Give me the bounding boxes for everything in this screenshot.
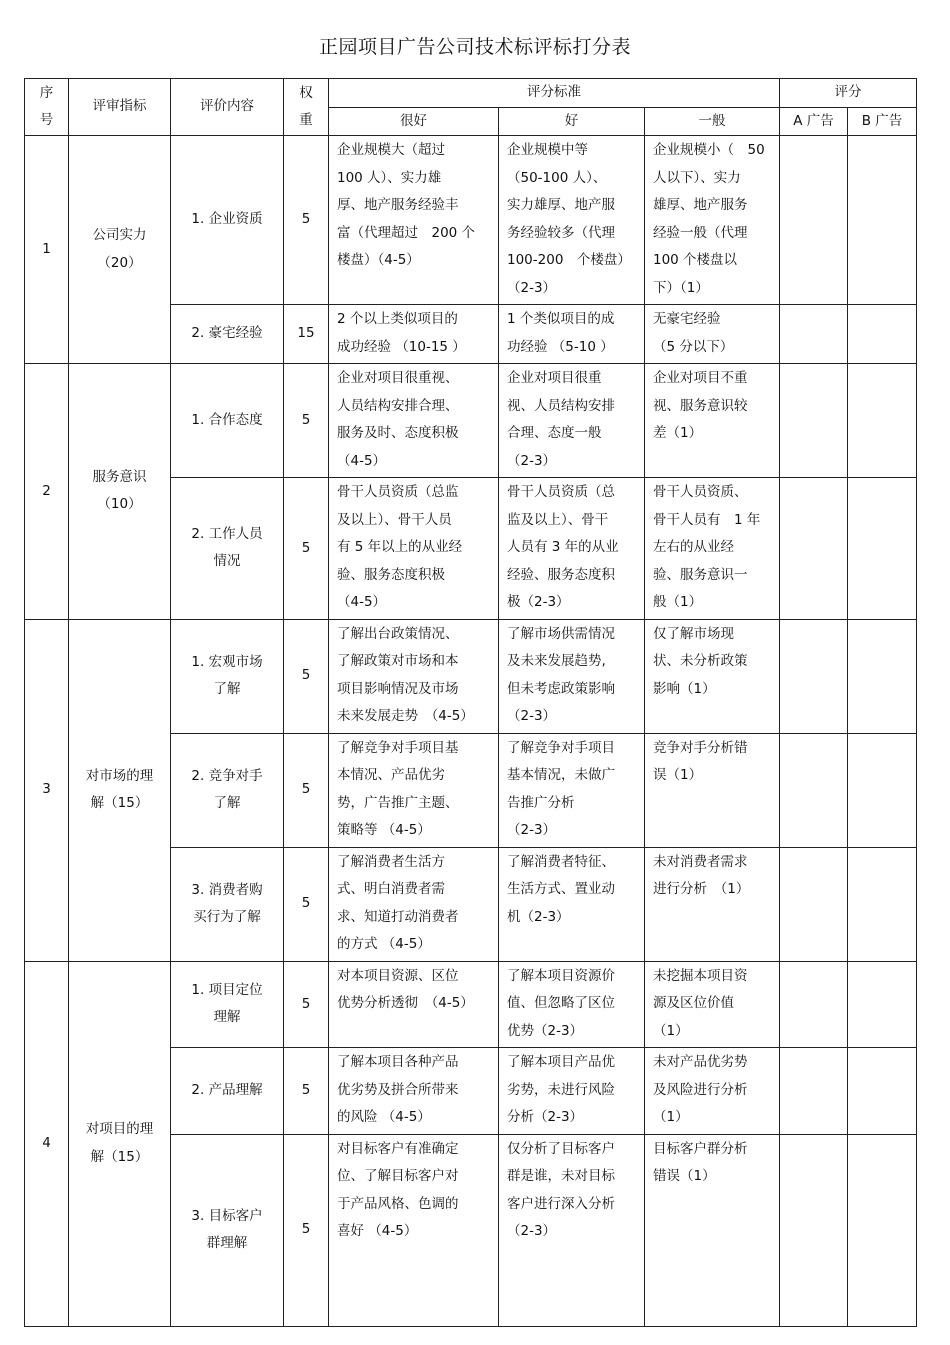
criteria-very-good: 对本项目资源、区位 优势分析透彻 （4-5） (329, 961, 499, 1048)
criteria-very-good: 企业规模大（超过 100 人）、实力雄 厚、地产服务经验丰 富（代理超过 200 个 楼盘）（4-5） (329, 136, 499, 305)
criteria-very-good: 了解竞争对手项目基 本情况、产品优劣 势，广告推广主题、 策略等 （4-5） (329, 733, 499, 847)
criteria-average: 竞争对手分析错 误（1） (645, 733, 780, 847)
criteria-very-good: 对目标客户有准确定 位、了解目标客户对 于产品风格、色调的 喜好 （4-5） (329, 1134, 499, 1326)
weight-cell: 5 (284, 847, 329, 961)
content-cell: 1. 合作态度 (171, 364, 284, 478)
criteria-average: 未挖掘本项目资 源及区位价值 （1） (645, 961, 780, 1048)
score-a-cell (780, 733, 848, 847)
header-indicator: 评审指标 (69, 79, 171, 136)
score-a-cell (780, 847, 848, 961)
header-average: 一般 (645, 107, 780, 136)
content-cell: 1. 项目定位 理解 (171, 961, 284, 1048)
criteria-good: 了解消费者特征、 生活方式、置业动 机（2-3） (499, 847, 645, 961)
indicator-cell: 对项目的理 解（15） (69, 961, 171, 1326)
page-title: 正园项目广告公司技术标评标打分表 (318, 36, 631, 58)
weight-cell: 5 (284, 961, 329, 1048)
indicator-cell: 公司实力 （20） (69, 136, 171, 364)
criteria-very-good: 骨干人员资质（总监 及以上）、骨干人员 有 5 年以上的从业经 验、服务态度积极 （4-5） (329, 478, 499, 620)
criteria-average: 企业规模小（ 50 人以下）、实力 雄厚、地产服务 经验一般（代理 100 个楼盘以 下）（1） (645, 136, 780, 305)
criteria-average: 目标客户群分析 错误（1） (645, 1134, 780, 1326)
seq-cell: 4 (25, 961, 69, 1326)
weight-cell: 5 (284, 1134, 329, 1326)
header-score: 评分 (780, 79, 917, 108)
criteria-very-good: 2 个以上类似项目的 成功经验 （10-15 ） (329, 305, 499, 364)
criteria-good: 企业对项目很重 视、人员结构安排 合理、态度一般 （2-3） (499, 364, 645, 478)
seq-cell: 2 (25, 364, 69, 620)
criteria-average: 企业对项目不重 视、服务意识较 差（1） (645, 364, 780, 478)
score-b-cell (848, 305, 917, 364)
score-a-cell (780, 478, 848, 620)
content-cell: 2. 豪宅经验 (171, 305, 284, 364)
score-a-cell (780, 1134, 848, 1326)
seq-cell: 1 (25, 136, 69, 364)
score-b-cell (848, 619, 917, 733)
table-row (25, 961, 917, 1048)
score-a-cell (780, 1048, 848, 1135)
header-standard: 评分标准 (329, 79, 780, 108)
criteria-very-good: 了解消费者生活方 式、明白消费者需 求、知道打动消费者 的方式 （4-5） (329, 847, 499, 961)
criteria-average: 未对消费者需求 进行分析 （1） (645, 847, 780, 961)
criteria-average: 仅了解市场现 状、未分析政策 影响（1） (645, 619, 780, 733)
header-very-good: 很好 (329, 107, 499, 136)
weight-cell: 5 (284, 364, 329, 478)
criteria-good: 了解本项目资源价 值、但忽略了区位 优势（2-3） (499, 961, 645, 1048)
scoring-table (24, 78, 917, 1327)
criteria-average: 无豪宅经验 （5 分以下） (645, 305, 780, 364)
content-cell: 2. 竞争对手 了解 (171, 733, 284, 847)
score-b-cell (848, 847, 917, 961)
header-a-ad: A 广告 (780, 107, 848, 136)
header-row-1 (25, 79, 917, 108)
criteria-good: 了解竞争对手项目 基本情况，未做广 告推广分析 （2-3） (499, 733, 645, 847)
header-b-ad: B 广告 (848, 107, 917, 136)
table-row (25, 136, 917, 305)
score-b-cell (848, 733, 917, 847)
table-row (25, 619, 917, 733)
header-seq: 序 号 (25, 79, 69, 136)
header-content: 评价内容 (171, 79, 284, 136)
weight-cell: 5 (284, 619, 329, 733)
criteria-good: 仅分析了目标客户 群是谁，未对目标 客户进行深入分析 （2-3） (499, 1134, 645, 1326)
content-cell: 2. 产品理解 (171, 1048, 284, 1135)
criteria-good: 了解市场供需情况 及未来发展趋势, 但未考虑政策影响 （2-3） (499, 619, 645, 733)
criteria-very-good: 企业对项目很重视、 人员结构安排合理、 服务及时、态度积极 （4-5） (329, 364, 499, 478)
header-weight: 权 重 (284, 79, 329, 136)
criteria-average: 骨干人员资质、 骨干人员有 1 年 左右的从业经 验、服务意识一 般（1） (645, 478, 780, 620)
indicator-cell: 对市场的理 解（15） (69, 619, 171, 961)
criteria-very-good: 了解本项目各种产品 优劣势及拼合所带来 的风险 （4-5） (329, 1048, 499, 1135)
indicator-cell: 服务意识 （10） (69, 364, 171, 620)
weight-cell: 5 (284, 733, 329, 847)
weight-cell: 5 (284, 136, 329, 305)
score-b-cell (848, 364, 917, 478)
table-row (25, 364, 917, 478)
weight-cell: 5 (284, 1048, 329, 1135)
score-b-cell (848, 961, 917, 1048)
score-b-cell (848, 1134, 917, 1326)
content-cell: 3. 消费者购 买行为了解 (171, 847, 284, 961)
score-a-cell (780, 305, 848, 364)
content-cell: 2. 工作人员 情况 (171, 478, 284, 620)
score-a-cell (780, 136, 848, 305)
criteria-good: 1 个类似项目的成 功经验 （5-10 ） (499, 305, 645, 364)
content-cell: 3. 目标客户 群理解 (171, 1134, 284, 1326)
criteria-good: 骨干人员资质（总 监及以上）、骨干 人员有 3 年的从业 经验、服务态度积 极（2-3） (499, 478, 645, 620)
score-b-cell (848, 136, 917, 305)
weight-cell: 5 (284, 478, 329, 620)
score-b-cell (848, 1048, 917, 1135)
seq-cell: 3 (25, 619, 69, 961)
content-cell: 1. 企业资质 (171, 136, 284, 305)
weight-cell: 15 (284, 305, 329, 364)
criteria-good: 了解本项目产品优 劣势，未进行风险 分析（2-3） (499, 1048, 645, 1135)
header-good: 好 (499, 107, 645, 136)
score-a-cell (780, 961, 848, 1048)
criteria-average: 未对产品优劣势 及风险进行分析 （1） (645, 1048, 780, 1135)
criteria-very-good: 了解出台政策情况、 了解政策对市场和本 项目影响情况及市场 未来发展走势 （4-5） (329, 619, 499, 733)
content-cell: 1. 宏观市场 了解 (171, 619, 284, 733)
score-b-cell (848, 478, 917, 620)
score-a-cell (780, 364, 848, 478)
criteria-good: 企业规模中等 （50-100 人）、 实力雄厚、地产服 务经验较多（代理 100-200 个楼盘） （2-3） (499, 136, 645, 305)
score-a-cell (780, 619, 848, 733)
